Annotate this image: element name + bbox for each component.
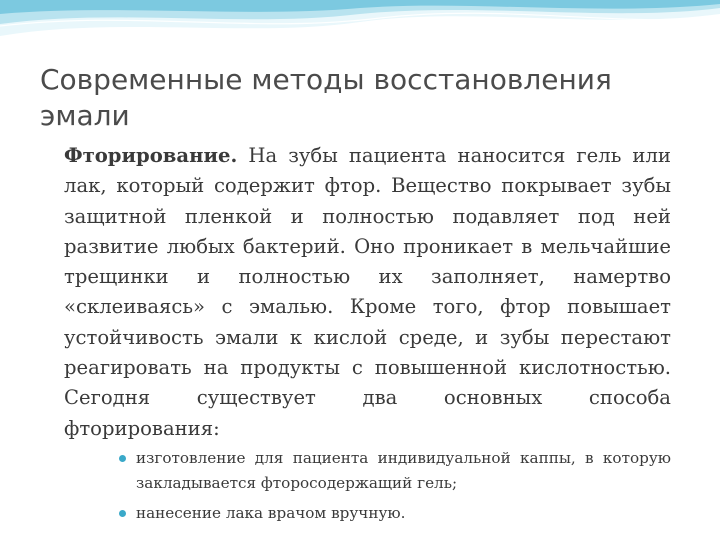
- bullet-text: изготовление для пациента индивидуальной каппы, в которую закладывается фторосодержащий гель;: [136, 449, 671, 492]
- bullet-dot-icon: [119, 510, 126, 517]
- body-paragraph: [64, 141, 671, 444]
- header-wave-decoration: [0, 0, 720, 60]
- bullet-list: [119, 446, 671, 526]
- paragraph-lead: Фторирование.: [64, 144, 238, 167]
- bullet-item: [119, 446, 671, 496]
- paragraph-text: На зубы пациента наносится гель или лак, который содержит фтор. Вещество покрывает зубы защитной пленкой и полностью подавляет под ней развитие любых бактерий. Оно проникает в мельчайшие трещинки и полностью их заполняет, намертво «склеиваясь» с эмалью. Кроме того, фтор повышает устойчивость эмали к кислой среде, и зубы перестают реагировать на продукты с повышенной кислотностью. Сегодня существует два основных способа фторирования:: [64, 144, 671, 440]
- bullet-text: нанесение лака врачом вручную.: [136, 504, 406, 522]
- bullet-dot-icon: [119, 455, 126, 462]
- slide-title: Современные методы восстановления эмали: [40, 63, 612, 132]
- bullet-item: [119, 501, 671, 526]
